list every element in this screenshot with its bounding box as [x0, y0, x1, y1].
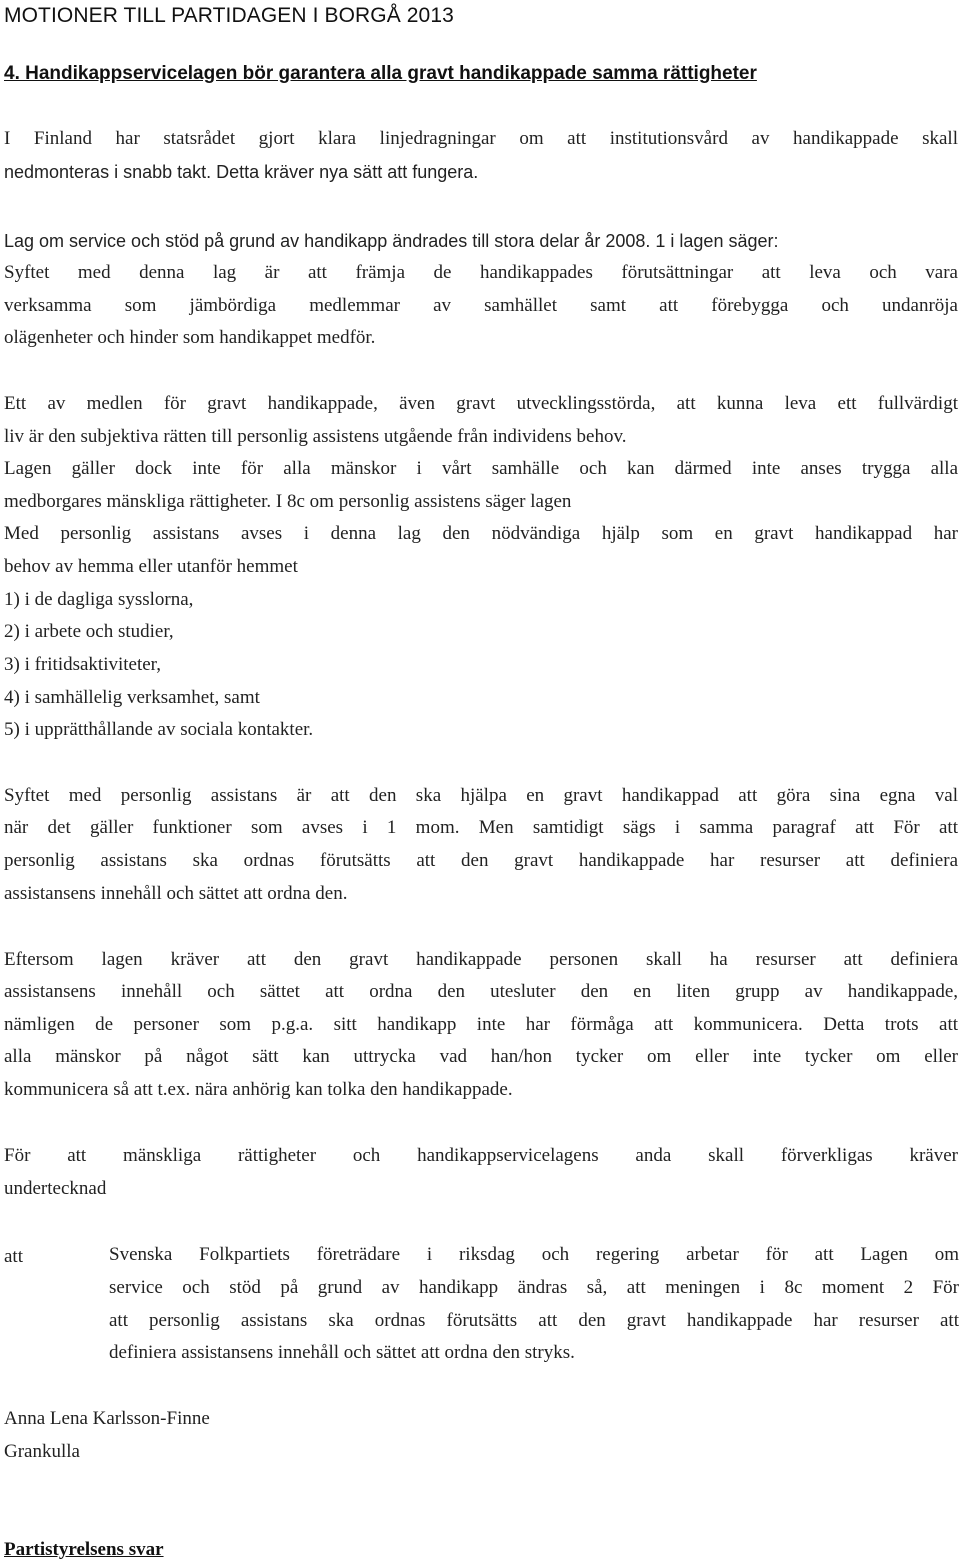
- list-item: 2) i arbete och studier,: [4, 621, 174, 642]
- body-line: För att mänskliga rättigheter och handikappservicelagens anda skall förverkligas kräver: [4, 1145, 958, 1166]
- signature-name: Anna Lena Karlsson-Finne: [4, 1408, 210, 1429]
- list-item: 5) i upprätthållande av sociala kontakter.: [4, 719, 314, 740]
- body-line: undertecknad: [4, 1178, 107, 1199]
- proposal-line: Svenska Folkpartiets företrädare i riksdag och regering arbetar för att Lagen om: [109, 1244, 959, 1265]
- body-line: Med personlig assistans avses i denna lag den nödvändiga hjälp som en gravt handikappad har: [4, 523, 958, 544]
- body-line: Syftet med personlig assistans är att den ska hjälpa en gravt handikappad att göra sina egna val: [4, 785, 958, 806]
- body-line: kommunicera så att t.ex. nära anhörig kan tolka den handikappade.: [4, 1079, 513, 1100]
- list-item: 4) i samhällelig verksamhet, samt: [4, 687, 260, 708]
- body-line: liv är den subjektiva rätten till personlig assistens utgående från individens behov.: [4, 426, 627, 447]
- att-label: att: [4, 1246, 23, 1267]
- body-line: medborgares mänskliga rättigheter. I 8c om personlig assistens säger lagen: [4, 491, 572, 512]
- document-header: MOTIONER TILL PARTIDAGEN I BORGÅ 2013: [4, 4, 454, 27]
- list-item: 1) i de dagliga sysslorna,: [4, 589, 194, 610]
- signature-place: Grankulla: [4, 1441, 80, 1462]
- body-line: nedmonteras i snabb takt. Detta kräver nya sätt att fungera.: [4, 162, 479, 182]
- proposal-line: definiera assistansens innehåll och sättet att ordna den stryks.: [109, 1342, 575, 1363]
- motion-heading: 4. Handikappservicelagen bör garantera alla gravt handikappade samma rättigheter: [4, 63, 757, 84]
- body-line: Lagen gäller dock inte för alla mänskor i vårt samhälle och kan därmed inte anses trygga alla: [4, 458, 958, 479]
- proposal-line: att personlig assistans ska ordnas förutsätts att den gravt handikappade har resurser att: [109, 1310, 959, 1331]
- body-line: verksamma som jämbördiga medlemmar av samhället samt att förebygga och undanröja: [4, 295, 958, 316]
- body-line: alla mänskor på något sätt kan uttrycka vad han/hon tycker om eller inte tycker om eller: [4, 1046, 958, 1067]
- body-line: behov av hemma eller utanför hemmet: [4, 556, 298, 577]
- body-line: personlig assistans ska ordnas förutsätts att den gravt handikappade har resurser att definiera: [4, 850, 958, 871]
- proposal-line: service och stöd på grund av handikapp ändras så, att meningen i 8c moment 2 För: [109, 1277, 959, 1298]
- list-item: 3) i fritidsaktiviteter,: [4, 654, 162, 675]
- reply-heading: Partistyrelsens svar: [4, 1539, 164, 1560]
- body-line: Eftersom lagen kräver att den gravt handikappade personen skall ha resurser att definiera: [4, 949, 958, 970]
- body-line: assistansens innehåll och sättet att ordna den.: [4, 883, 348, 904]
- body-line: nämligen de personer som p.g.a. sitt handikapp inte har förmåga att kommunicera. Detta trots att: [4, 1014, 958, 1035]
- body-line: Lag om service och stöd på grund av handikapp ändrades till stora delar år 2008. 1 i lagen säger:: [4, 231, 779, 251]
- body-line: Syftet med denna lag är att främja de handikappades förutsättningar att leva och vara: [4, 262, 958, 283]
- body-line: assistansens innehåll och sättet att ordna den utesluter den en liten grupp av handikappade,: [4, 981, 958, 1002]
- body-line: Ett av medlen för gravt handikappade, även gravt utvecklingsstörda, att kunna leva ett fullvärdigt: [4, 393, 958, 414]
- body-line: I Finland har statsrådet gjort klara linjedragningar om att institutionsvård av handikappade skall: [4, 128, 958, 149]
- body-line: olägenheter och hinder som handikappet medför.: [4, 327, 376, 348]
- body-line: när det gäller funktioner som avses i 1 mom. Men samtidigt sägs i samma paragraf att För att: [4, 817, 958, 838]
